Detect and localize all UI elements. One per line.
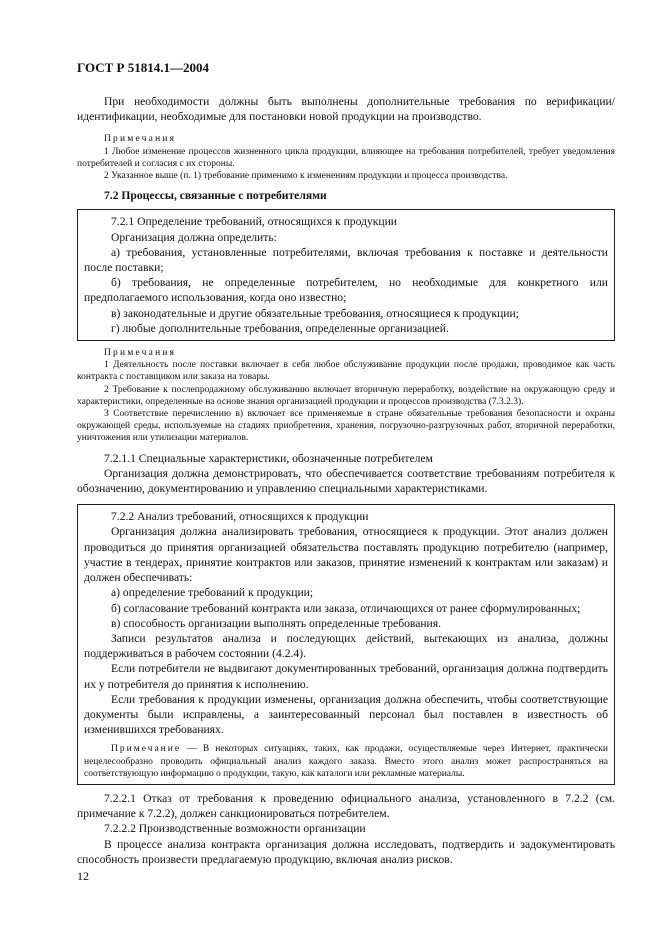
- note-label: Примечание: [111, 744, 182, 755]
- requirement-box-721: [77, 209, 615, 341]
- page-number: 12: [77, 869, 89, 883]
- list-item: б) согласование требований контракта или заказа, отличающихся от ранее сформулированных;: [111, 601, 581, 615]
- document-header: ГОСТ Р 51814.1—2004: [77, 60, 209, 75]
- note-item: 3 Соответствие перечислению в) включает все применяемые в стране обязательные требования безопасности и охраны окружающей среды, используемые на стадиях приобретения, хранения, погрузочно-разгрузочных работ, вторичной переработки, уничтожения или утилизации материалов.: [77, 409, 615, 444]
- notes-heading: Примечания: [104, 134, 177, 145]
- note-item: 2 Требование к послепродажному обслуживанию включает вторичную переработку, воздействие на окружающую среду и характеристики, определенные на основе знания организацией продукции и процессов производства (7.3.2.3).: [77, 384, 615, 407]
- subsection-title: 7.2.2.2 Производственные возможности организации: [104, 822, 366, 836]
- subsection-7221: 7.2.2.1 Отказ от требования к проведению официального анализа, установленного в 7.2.2 (см. примечание к 7.2.2), должен санкционироваться потребителем.: [77, 791, 615, 821]
- list-item: а) требования, установленные потребителями, включая требования к поставке и деятельности после поставки;: [84, 245, 608, 275]
- box-title: 7.2.1 Определение требований, относящихся к продукции: [111, 215, 397, 229]
- box-paragraph: Если потребители не выдвигают документированных требований, организация должна подтвердить их у потребителя до принятия к исполнению.: [84, 662, 608, 691]
- page-content: [77, 94, 615, 867]
- intro-paragraph: При необходимости должны быть выполнены дополнительные требования по верификации/идентификации, необходимые для постановки новой продукции на производство.: [77, 95, 615, 124]
- note-text: — В некоторых ситуациях, таких, как продажи, осуществляемые через Интернет, практически нецелесообразно проводить официальный анализ каждого заказа. Вместо этого анализ может распространяться на соответствующую информацию о продукции, такую, как каталоги или рекламные материалы.: [84, 744, 608, 779]
- box-paragraph: Если требования к продукции изменены, организация должна обеспечить, чтобы соответствующие документы были исправлены, а заинтересованный персонал был поставлен в известность об изменившихся требованиях.: [84, 692, 608, 737]
- box-paragraph: Записи результатов анализа и последующих действий, вытекающих из анализа, должны поддерживаться в рабочем состоянии (4.2.4).: [84, 631, 608, 661]
- box-lead: Организация должна определить:: [111, 230, 277, 244]
- note-item: 1 Деятельность после поставки включает в себя любое обслуживание продукции после продажи, проводимое как часть контракта с поставщиком или заказа на товары.: [77, 360, 615, 383]
- list-item: в) законодательные и другие обязательные требования, относящиеся к продукции;: [111, 306, 519, 320]
- note-item: 1 Любое изменение процессов жизненного цикла продукции, влияющее на требования потребителей, требует уведомления потребителей и согласия с их стороны.: [77, 146, 615, 169]
- subsection-text: В процессе анализа контракта организация должна исследовать, подтвердить и задокументировать способность произвести предлагаемую продукцию, включая анализ рисков.: [77, 837, 615, 866]
- box-title: 7.2.2 Анализ требований, относящихся к продукции: [111, 510, 369, 524]
- list-item: а) определение требований к продукции;: [111, 586, 314, 600]
- subsection-title: 7.2.1.1 Специальные характеристики, обозначенные потребителем: [104, 451, 433, 465]
- notes-heading: Примечания: [104, 348, 177, 359]
- list-item: г) любые дополнительные требования, определенные организацией.: [111, 321, 449, 335]
- requirement-box-722: [77, 504, 615, 785]
- section-heading: 7.2 Процессы, связанные с потребителями: [104, 189, 327, 203]
- list-item: в) способность организации выполнять определенные требования.: [111, 616, 441, 630]
- box-paragraph: Организация должна анализировать требования, относящиеся к продукции. Этот анализ должен проводиться до принятия организацией обязательства поставлять продукцию потребителю (например, участие в тендерах, принятие контрактов или заказов, принятие изменений к контрактам или заказам) и должен обеспечивать:: [84, 525, 608, 585]
- list-item: б) требования, не определенные потребителем, но необходимые для конкретного или предполагаемого использования, когда оно известно;: [84, 276, 608, 305]
- note-item: 2 Указанное выше (п. 1) требование применимо к изменениям продукции и процесса производства.: [104, 171, 508, 182]
- box-note: [84, 743, 608, 780]
- subsection-text: Организация должна демонстрировать, что обеспечивается соответствие требованиям потребителя к обозначению, документированию и управлению специальными характеристиками.: [77, 466, 615, 496]
